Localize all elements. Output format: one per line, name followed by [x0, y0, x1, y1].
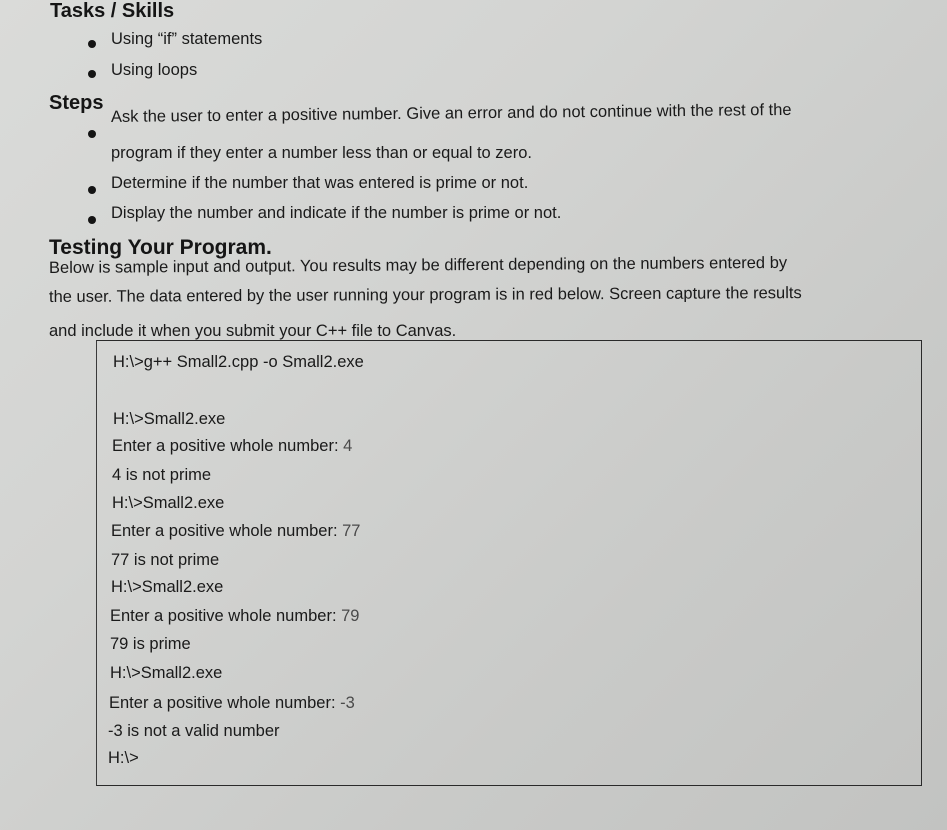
tasks-heading: Tasks / Skills — [50, 0, 175, 22]
console-prompt-line — [111, 522, 360, 541]
console-result: 4 is not prime — [112, 466, 212, 484]
console-user-input: 77 — [342, 522, 361, 540]
step-item-3: Display the number and indicate if the number is prime or not. — [111, 204, 562, 222]
task-item-loops: Using loops — [111, 61, 198, 79]
console-run-command: H:\>Small2.exe — [113, 410, 226, 428]
console-prompt-line — [110, 607, 359, 626]
step-item-1-line-1: Ask the user to enter a positive number. Give an error and do not continue with the rest of the — [110, 100, 792, 126]
task-item-if: Using “if” statements — [111, 30, 263, 48]
console-run-command: H:\>Small2.exe — [112, 494, 225, 512]
console-user-input: -3 — [340, 694, 355, 712]
console-user-input: 79 — [341, 607, 360, 625]
console-compile-command: H:\>g++ Small2.cpp -o Small2.exe — [113, 353, 364, 371]
bullet-icon — [88, 216, 96, 224]
bullet-icon — [88, 186, 96, 194]
console-user-input: 4 — [343, 437, 353, 455]
console-run-command: H:\>Small2.exe — [110, 664, 223, 682]
console-result: 77 is not prime — [111, 551, 220, 569]
testing-heading: Testing Your Program. — [49, 236, 272, 259]
testing-paragraph-line-3: and include it when you submit your C++ file to Canvas. — [49, 322, 457, 340]
testing-paragraph-line-2: the user. The data entered by the user running your program is in red below. Screen capture the results — [48, 284, 802, 306]
sample-output-box — [96, 340, 922, 786]
testing-paragraph-line-1: Below is sample input and output. You results may be different depending on the numbers entered by — [48, 253, 788, 277]
console-prompt-line — [109, 694, 355, 713]
console-prompt: Enter a positive whole number: — [110, 607, 342, 625]
console-prompt: Enter a positive whole number: — [109, 694, 341, 712]
console-run-command: H:\>Small2.exe — [111, 578, 224, 596]
step-item-2: Determine if the number that was entered is prime or not. — [111, 174, 529, 192]
bullet-icon — [88, 40, 96, 48]
bullet-icon — [88, 70, 96, 78]
console-prompt: Enter a positive whole number: — [112, 437, 344, 455]
step-item-1-line-2: program if they enter a number less than or equal to zero. — [111, 144, 532, 162]
console-prompt: Enter a positive whole number: — [111, 522, 343, 540]
console-result: 79 is prime — [110, 635, 191, 653]
console-result: -3 is not a valid number — [108, 722, 280, 740]
bullet-icon — [88, 130, 96, 138]
console-prompt-line — [112, 437, 352, 456]
console-final-prompt: H:\> — [108, 749, 139, 767]
steps-heading: Steps — [49, 92, 104, 114]
